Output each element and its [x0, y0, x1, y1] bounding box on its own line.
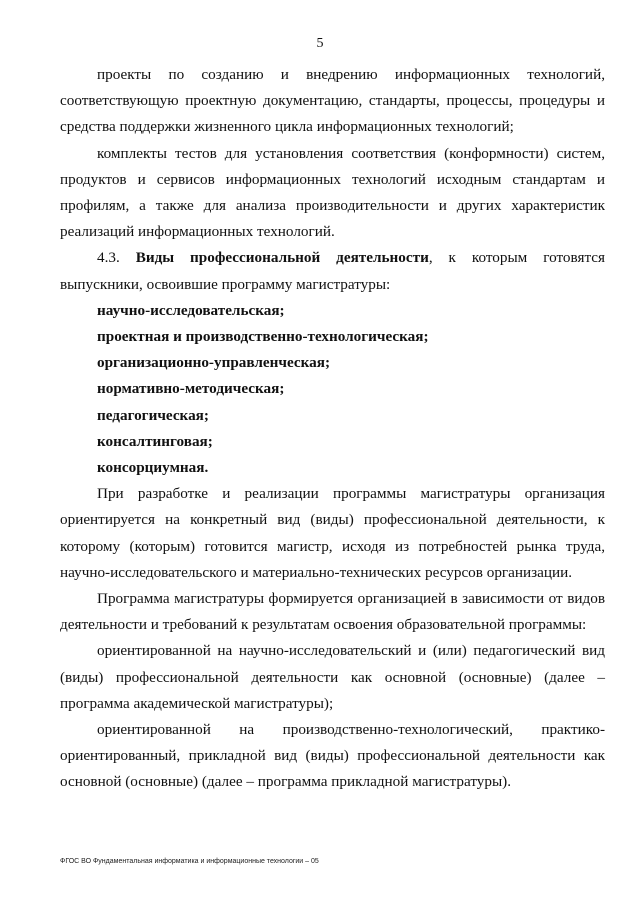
activity-type-item: консорциумная. [97, 459, 209, 477]
section-4-3-heading [60, 245, 605, 297]
paragraph-orientation: При разработке и реализации программы магистратуры организация ориентируется на конкретный вид (виды) профессиональной деятельности, к которому (которым) готовится магистр, исходя из потребностей рынка труда, научно-исследовательского и материально-технических ресурсов организации. [60, 485, 605, 581]
section-bold-phrase: Виды профессиональной деятельности [135, 249, 429, 267]
page-footer: ФГОС ВО Фундаментальная информатика и информационные технологии – 05 [60, 858, 319, 865]
activity-type-item: проектная и производственно-технологическая; [97, 328, 429, 346]
activity-type-item: научно-исследовательская; [97, 301, 285, 319]
paragraph-academic-master: ориентированной на научно-исследовательский и (или) педагогический вид (виды) профессиональной деятельности как основной (основные) (далее – программа академической магистратуры); [60, 642, 605, 712]
paragraph-projects: проекты по созданию и внедрению информационных технологий, соответствующую проектную документацию, стандарты, процессы, процедуры и средства поддержки жизненного цикла информационных технологий; [60, 66, 605, 136]
activity-type-item: нормативно-методическая; [97, 380, 285, 398]
activity-type-item: организационно-управленческая; [97, 354, 330, 372]
page-number: 5 [316, 36, 324, 51]
activity-type-item: педагогическая; [97, 406, 209, 424]
section-number: 4.3. [97, 249, 120, 267]
paragraph-test-suites: комплекты тестов для установления соответствия (конформности) систем, продуктов и сервисов информационных технологий исходным стандартам и профилям, а также для анализа производительности и других характеристик реализаций информационных технологий. [60, 144, 605, 241]
section-rest: , к которым готовятся выпускники, освоившие программу магистратуры: [60, 249, 605, 293]
activity-type-item: консалтинговая; [97, 432, 213, 450]
paragraph-applied-master: ориентированной на производственно-технологический, практико-ориентированный, прикладной вид (виды) профессиональной деятельности как основной (основные) (далее – программа прикладной магистратуры). [60, 721, 605, 791]
paragraph-program-formation: Программа магистратуры формируется организацией в зависимости от видов деятельности и требований к результатам освоения образовательной программы: [60, 590, 605, 634]
document-body [60, 62, 605, 796]
